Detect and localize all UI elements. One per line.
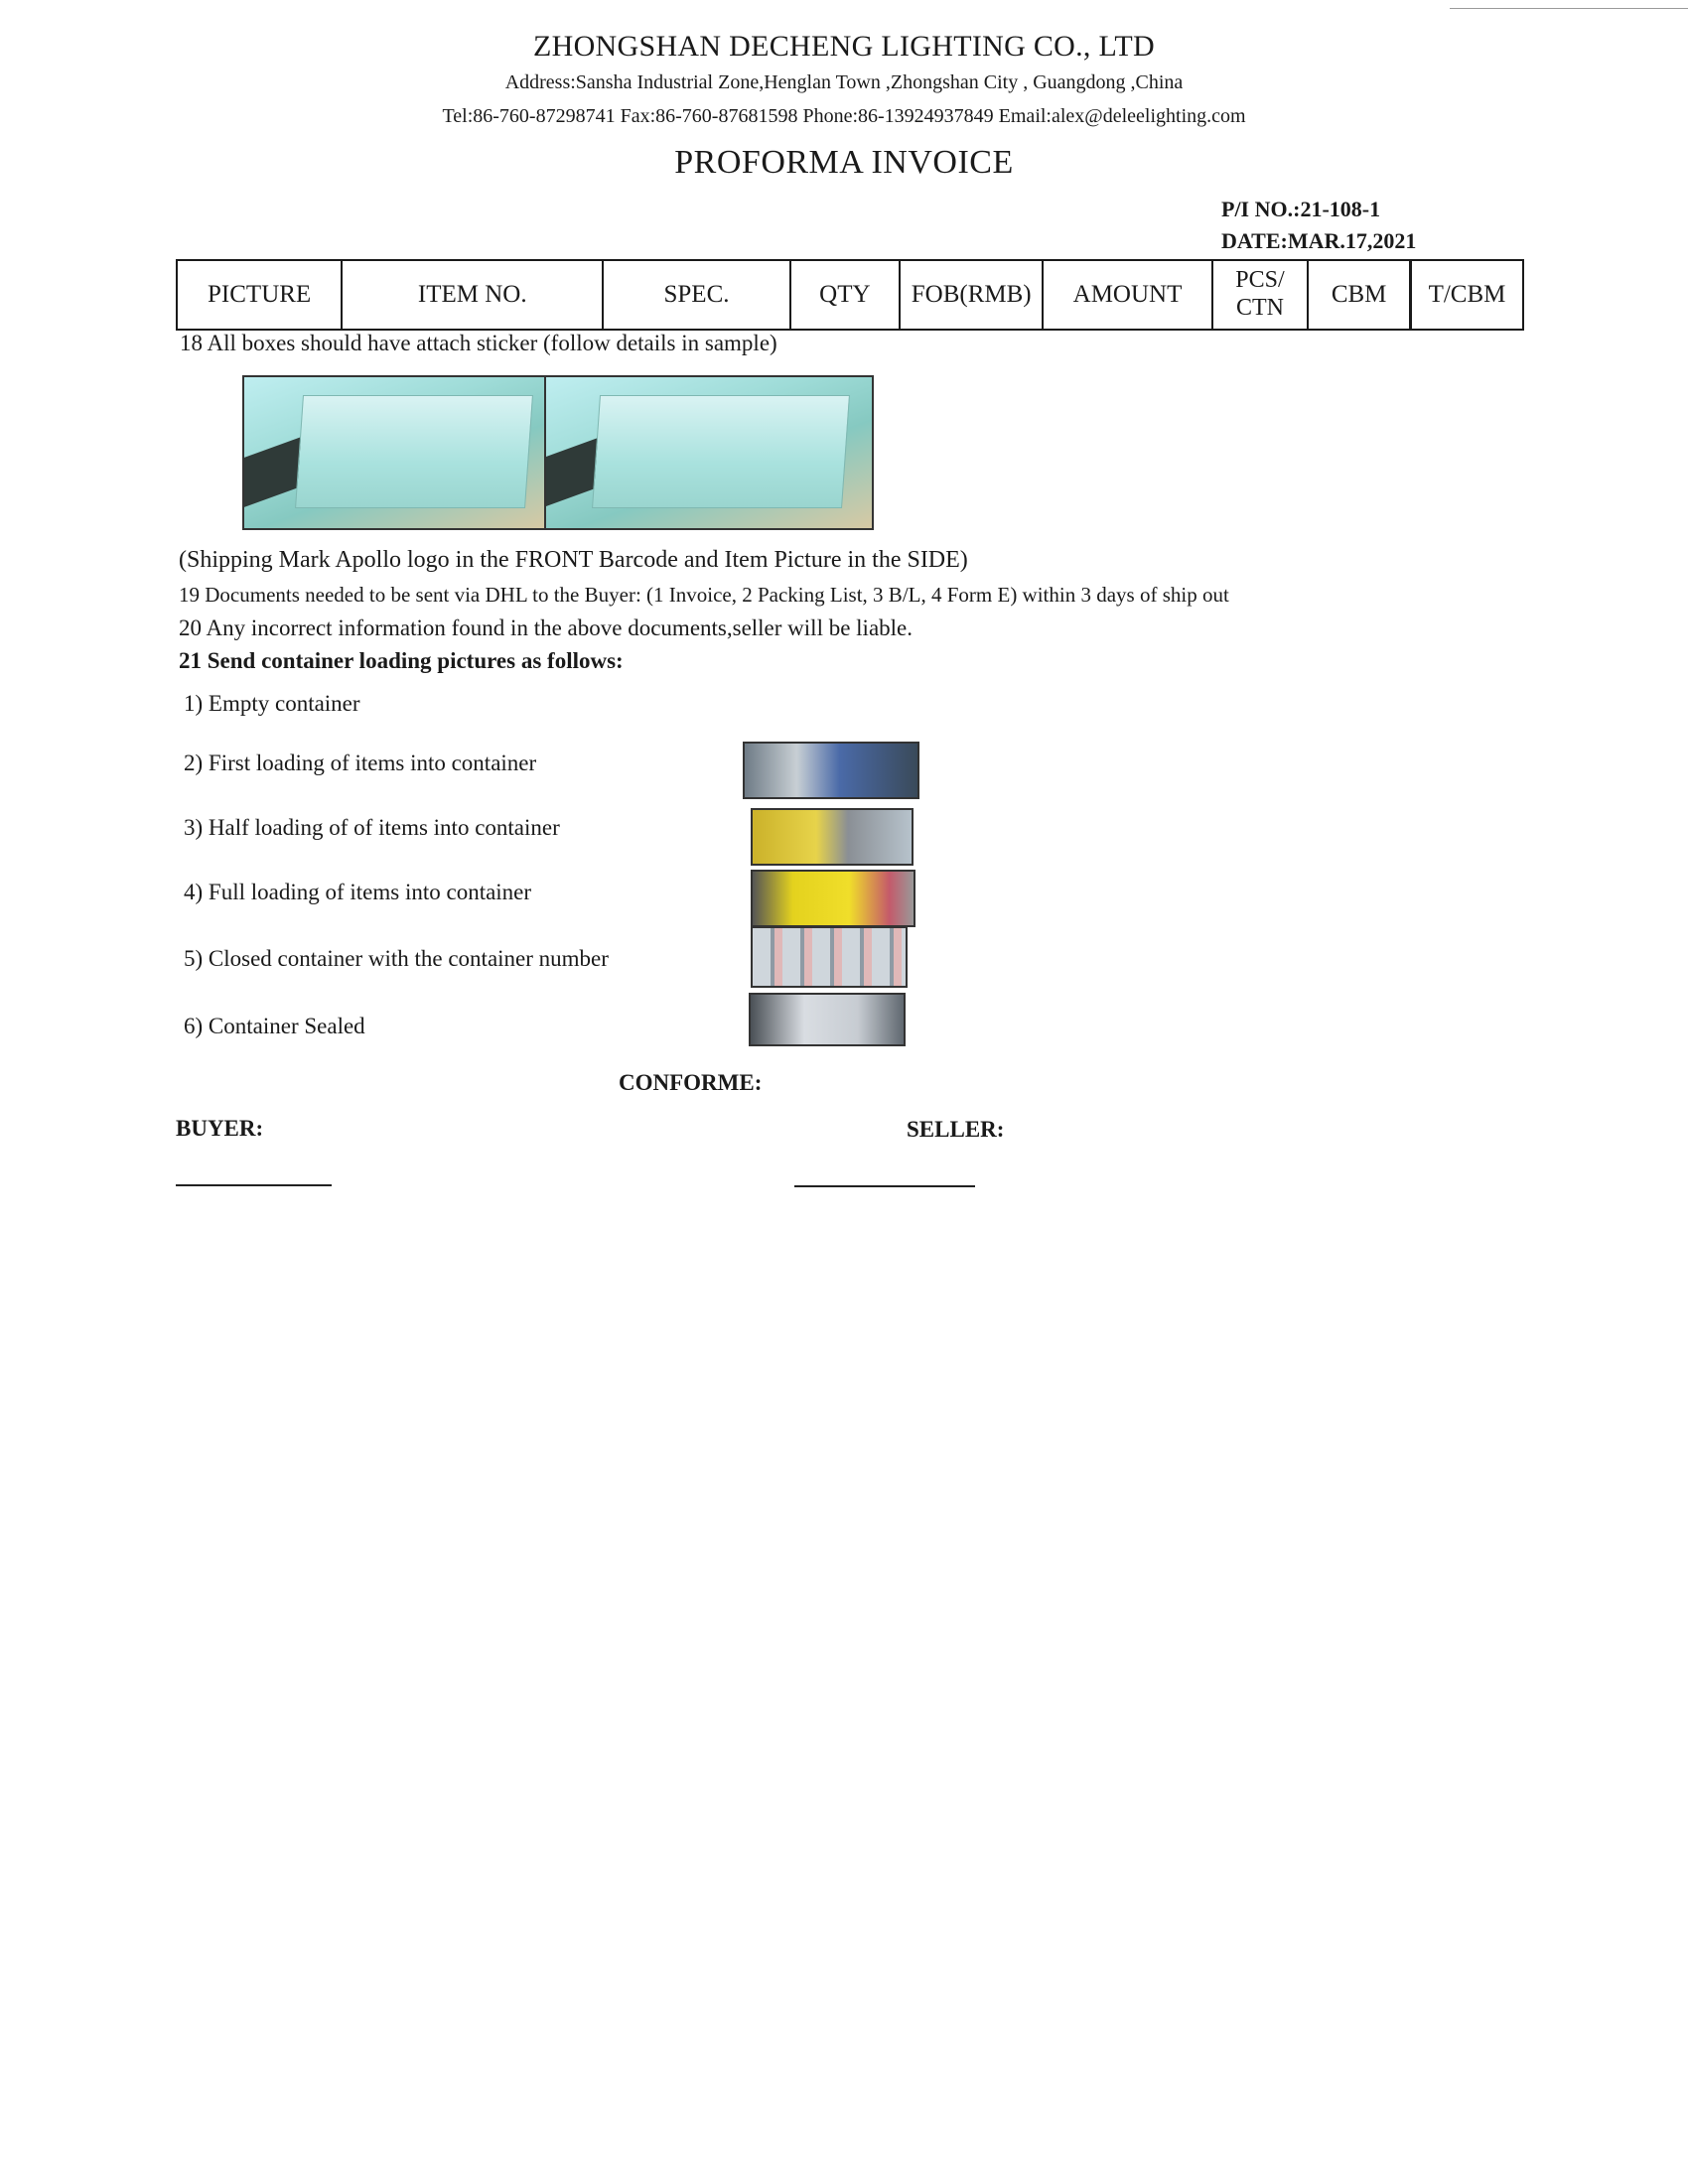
pi-date: DATE:MAR.17,2021	[1221, 228, 1417, 253]
term-20: 20 Any incorrect information found in the above documents,seller will be liable.	[179, 615, 913, 640]
loading-photo-sealed	[749, 993, 906, 1046]
loading-step-1: 1) Empty container	[184, 691, 360, 716]
company-contact: Tel:86-760-87298741 Fax:86-760-87681598 Phone:86-13924937849 Email:alex@deleelighting.com	[442, 105, 1246, 127]
loading-photo-full	[751, 870, 915, 927]
term-18: 18 All boxes should have attach sticker (follow details in sample)	[180, 331, 777, 355]
buyer-signature-line	[176, 1184, 332, 1186]
col-amount: AMOUNT	[1043, 260, 1211, 330]
col-spec: SPEC.	[603, 260, 789, 330]
loading-photo-closed	[751, 926, 908, 988]
col-cbm: CBM	[1308, 260, 1410, 330]
col-t-cbm: T/CBM	[1410, 260, 1523, 330]
sample-box-photo-right	[544, 375, 874, 530]
table-header-row	[177, 260, 1523, 330]
col-pcs-label: PCS/	[1235, 267, 1285, 294]
loading-step-5: 5) Closed container with the container number	[184, 946, 609, 971]
sample-box-photo-left	[242, 375, 548, 530]
document-title: PROFORMA INVOICE	[674, 144, 1014, 181]
col-pcs-ctn	[1212, 260, 1309, 330]
col-fob: FOB(RMB)	[900, 260, 1043, 330]
loading-step-6: 6) Container Sealed	[184, 1014, 365, 1038]
loading-photo-half	[751, 808, 914, 866]
loading-step-4: 4) Full loading of items into container	[184, 880, 532, 904]
scan-edge-mark	[1450, 8, 1688, 9]
shipping-mark-note: (Shipping Mark Apollo logo in the FRONT Barcode and Item Picture in the SIDE)	[179, 547, 968, 573]
col-ctn-label: CTN	[1235, 295, 1284, 321]
items-table	[176, 259, 1524, 331]
term-21: 21 Send container loading pictures as follows:	[179, 648, 624, 673]
pi-number: P/I NO.:21-108-1	[1221, 197, 1381, 221]
company-address: Address:Sansha Industrial Zone,Henglan Town ,Zhongshan City , Guangdong ,China	[504, 71, 1184, 93]
seller-label: SELLER:	[907, 1117, 1005, 1142]
loading-step-3: 3) Half loading of of items into container	[184, 815, 560, 840]
loading-step-2: 2) First loading of items into container	[184, 751, 537, 775]
buyer-label: BUYER:	[176, 1116, 264, 1141]
loading-photo-first	[743, 742, 919, 799]
seller-signature-line	[794, 1185, 975, 1187]
term-19: 19 Documents needed to be sent via DHL to the Buyer: (1 Invoice, 2 Packing List, 3 B/L, 4 Form E) within 3 days of ship out	[179, 583, 1229, 607]
col-qty: QTY	[790, 260, 900, 330]
col-picture: PICTURE	[177, 260, 342, 330]
company-name: ZHONGSHAN DECHENG LIGHTING CO., LTD	[532, 30, 1155, 63]
col-item-no: ITEM NO.	[342, 260, 603, 330]
conforme-label: CONFORME:	[619, 1070, 763, 1095]
